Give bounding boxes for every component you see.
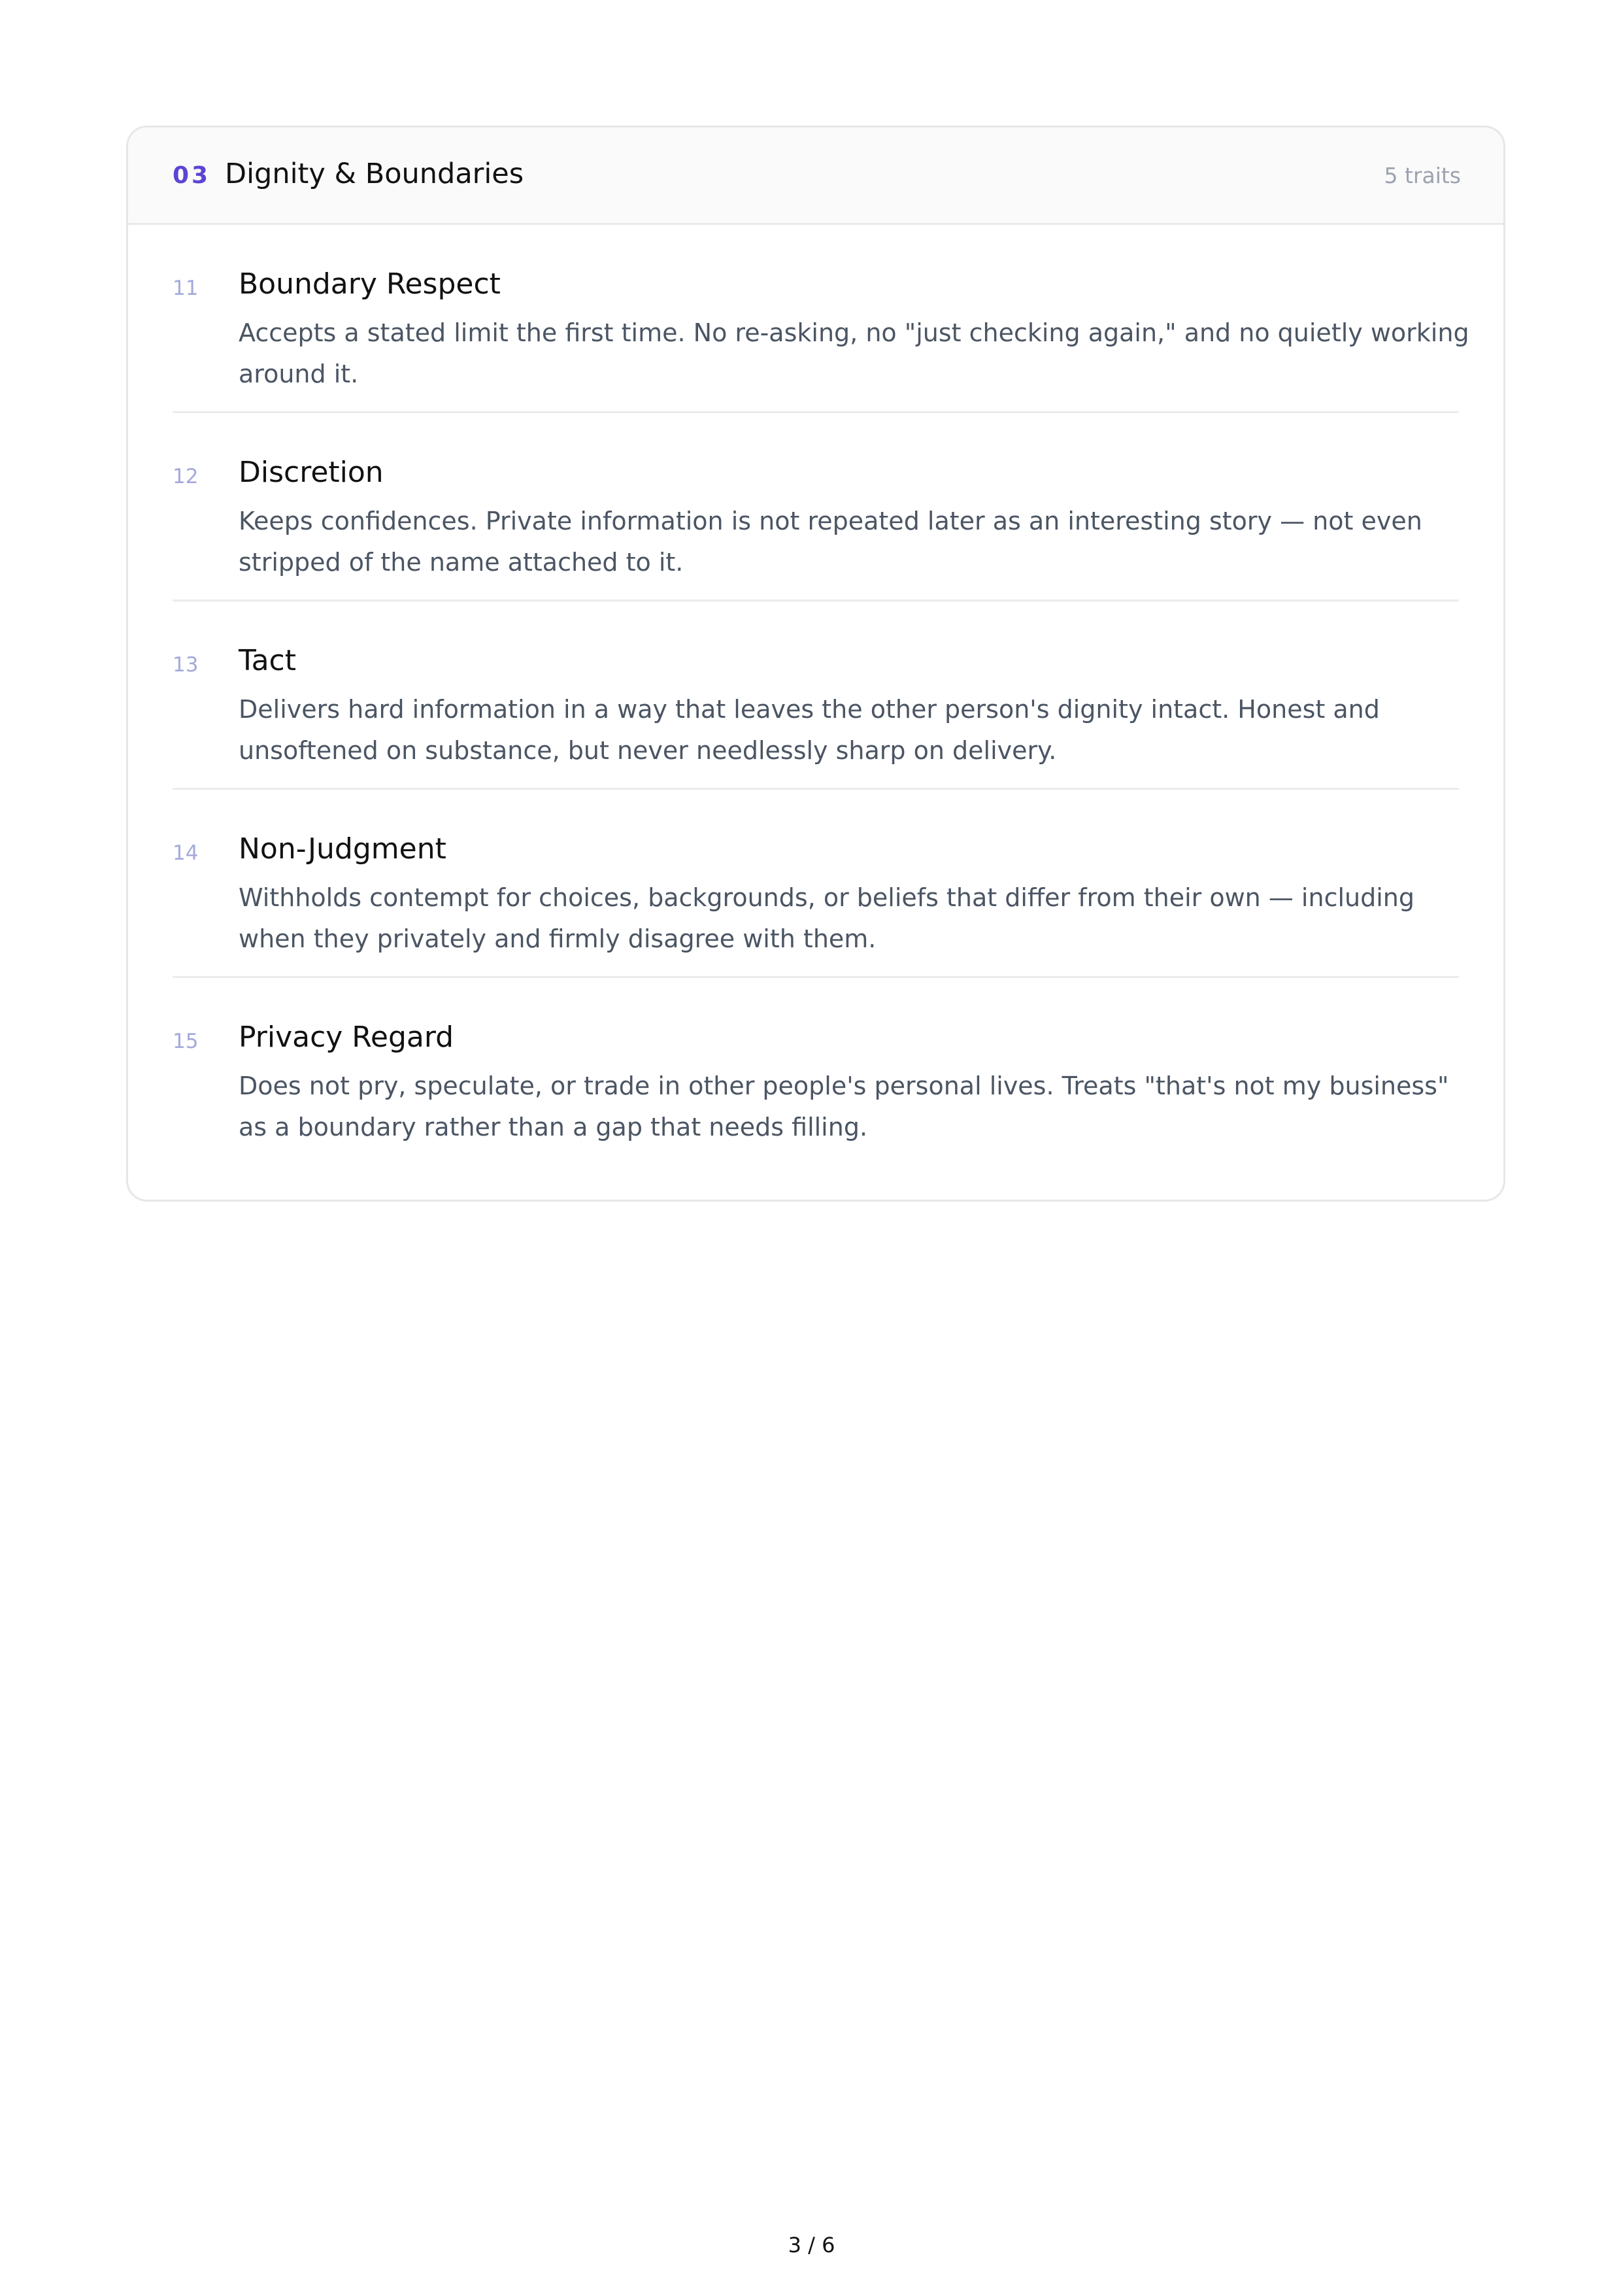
trait-description: Delivers hard information in a way that leaves the other person's dignity intact. Honest and unsoftened on substance, but never needlessly sharp on delivery.	[239, 695, 1380, 765]
trait-description: Withholds contempt for choices, backgrounds, or beliefs that differ from their own — including when they privately and firmly disagree with them.	[239, 883, 1414, 953]
trait-item-discretion	[173, 413, 1459, 601]
trait-section-card	[126, 126, 1505, 1202]
trait-description: Keeps confidences. Private information is not repeated later as an interesting story — not even stripped of the name attached to it.	[239, 507, 1422, 577]
trait-title: Non-Judgment	[239, 832, 446, 866]
trait-number: 12	[173, 465, 199, 488]
section-number: 03	[173, 162, 211, 189]
trait-item-boundary-respect	[173, 225, 1469, 413]
trait-list	[173, 225, 1469, 1166]
trait-number: 14	[173, 841, 199, 865]
trait-item-tact	[173, 601, 1459, 790]
trait-item-privacy-regard	[173, 978, 1459, 1166]
trait-description: Does not pry, speculate, or trade in other people's personal lives. Treats "that's not my business" as a boundary rather than a gap that needs filling.	[239, 1072, 1449, 1141]
trait-number: 13	[173, 653, 199, 677]
page-number: 3 / 6	[788, 2233, 835, 2257]
trait-number: 15	[173, 1030, 199, 1053]
trait-title: Privacy Regard	[239, 1021, 454, 1054]
section-title: Dignity & Boundaries	[225, 158, 524, 190]
trait-description: Accepts a stated limit the first time. No re-asking, no "just checking again," and no quietly working around it.	[239, 318, 1469, 388]
trait-title: Tact	[239, 644, 296, 677]
trait-number: 11	[173, 277, 199, 300]
section-header	[128, 127, 1503, 225]
trait-item-non-judgment	[173, 790, 1459, 978]
trait-title: Boundary Respect	[239, 267, 501, 301]
trait-title: Discretion	[239, 456, 384, 489]
trait-count: 5 traits	[1384, 163, 1461, 188]
